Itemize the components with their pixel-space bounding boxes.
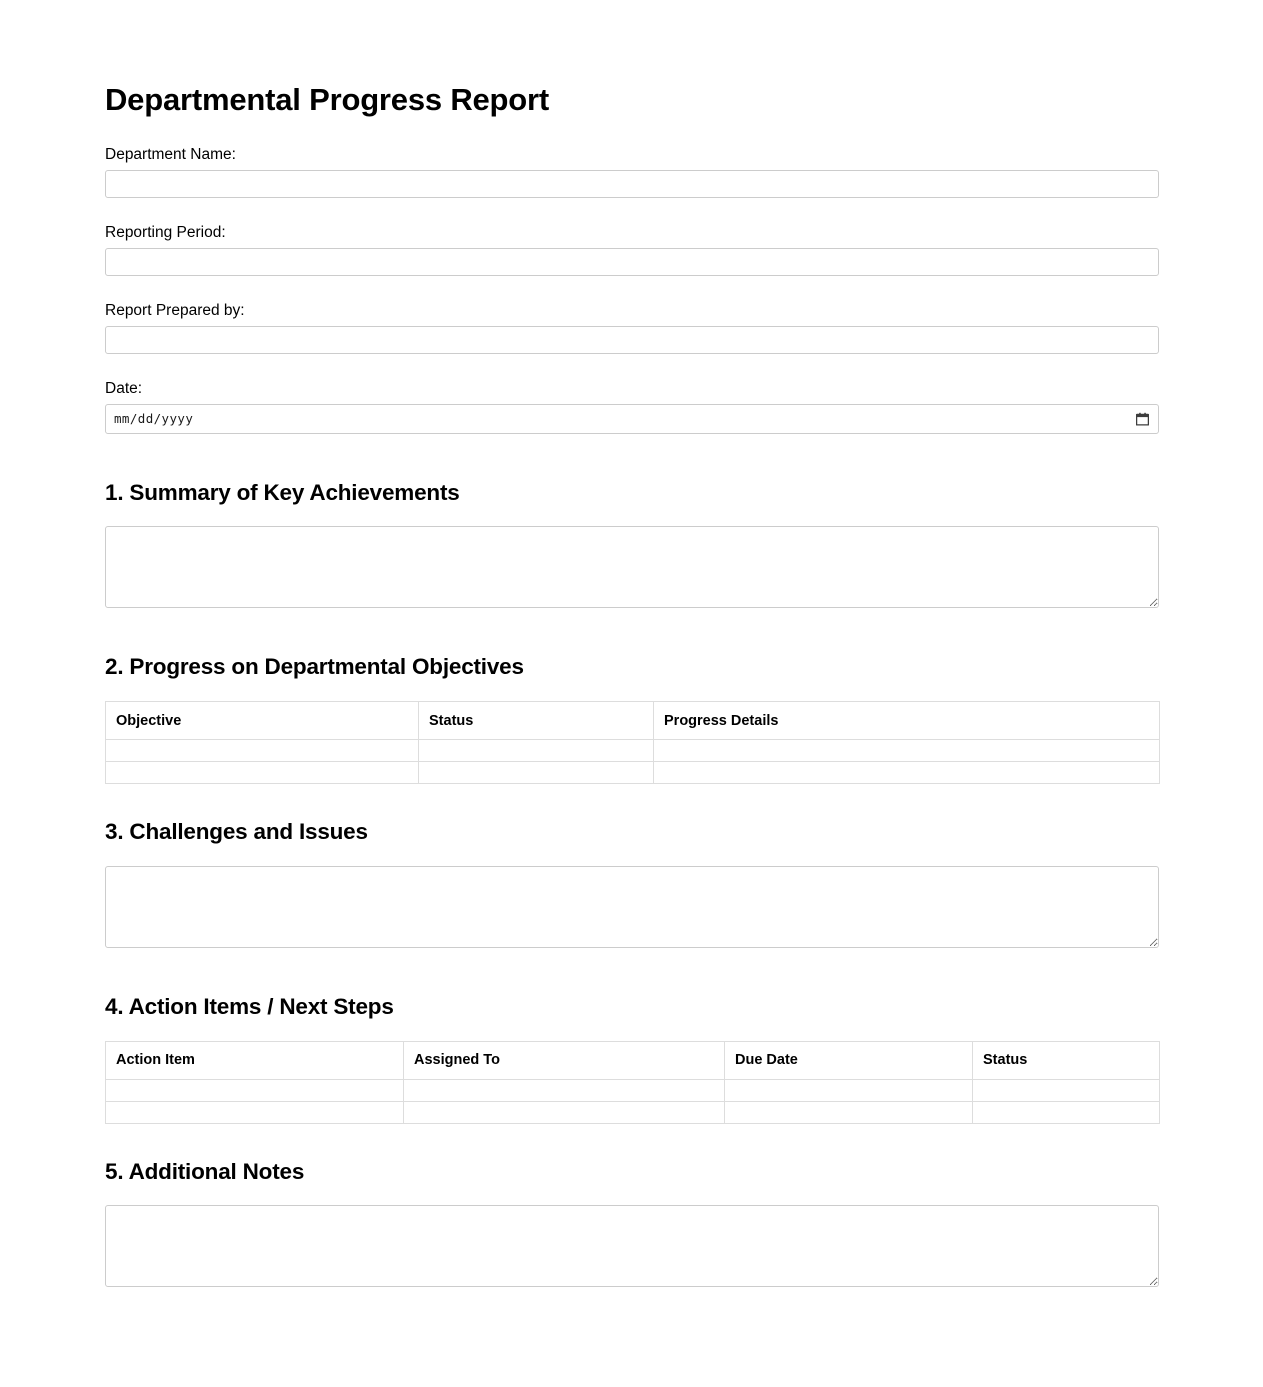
cell-status[interactable] [973, 1101, 1160, 1123]
column-header-action-item: Action Item [106, 1041, 404, 1079]
table-row[interactable] [106, 1101, 1160, 1123]
report-prepared-by-input[interactable] [105, 326, 1159, 354]
column-header-status: Status [973, 1041, 1160, 1079]
cell-progress-details[interactable] [654, 740, 1160, 762]
cell-action-item[interactable] [106, 1079, 404, 1101]
cell-status[interactable] [419, 740, 654, 762]
additional-notes-textarea[interactable] [105, 1205, 1159, 1287]
section-3-heading: 3. Challenges and Issues [105, 819, 368, 845]
cell-objective[interactable] [106, 762, 419, 784]
label-date: Date: [105, 379, 143, 397]
section-1-heading: 1. Summary of Key Achievements [105, 479, 460, 505]
table-row[interactable] [106, 762, 1160, 784]
section-progress-on-departmental-objectives [105, 655, 1158, 784]
date-placeholder: mm/dd/yyyy [114, 411, 194, 427]
department-name-input[interactable] [105, 170, 1159, 198]
section-challenges-and-issues [105, 820, 1158, 948]
column-header-assigned-to: Assigned To [404, 1041, 725, 1079]
action-items-table [105, 1041, 1160, 1124]
field-reporting-period [105, 224, 1158, 276]
cell-assigned-to[interactable] [404, 1079, 725, 1101]
table-row[interactable] [106, 740, 1160, 762]
table-header-row [106, 702, 1160, 740]
table-header-row [106, 1041, 1160, 1079]
field-department-name [105, 146, 1158, 198]
reporting-period-input[interactable] [105, 248, 1159, 276]
column-header-objective: Objective [106, 702, 419, 740]
section-2-heading: 2. Progress on Departmental Objectives [105, 654, 524, 680]
column-header-progress-details: Progress Details [654, 702, 1160, 740]
challenges-and-issues-textarea[interactable] [105, 866, 1159, 948]
section-summary-of-key-achievements [105, 481, 1158, 609]
spacer [105, 505, 1158, 526]
cell-status[interactable] [419, 762, 654, 784]
date-input-wrapper [105, 404, 1159, 434]
spacer [105, 1184, 1158, 1205]
table-row[interactable] [106, 1079, 1160, 1101]
cell-objective[interactable] [106, 740, 419, 762]
column-header-status: Status [419, 702, 654, 740]
section-action-items-next-steps [105, 995, 1158, 1124]
field-date [105, 380, 1158, 434]
field-report-prepared-by [105, 302, 1158, 354]
calendar-icon[interactable] [1136, 412, 1149, 425]
column-header-due-date: Due Date [725, 1041, 973, 1079]
cell-action-item[interactable] [106, 1101, 404, 1123]
spacer [105, 845, 1158, 866]
spacer [105, 680, 1158, 701]
cell-status[interactable] [973, 1079, 1160, 1101]
label-reporting-period: Reporting Period: [105, 223, 226, 241]
label-department-name: Department Name: [105, 145, 236, 163]
cell-due-date[interactable] [725, 1079, 973, 1101]
label-report-prepared-by: Report Prepared by: [105, 301, 245, 319]
section-additional-notes [105, 1160, 1158, 1288]
spacer [105, 1020, 1158, 1041]
summary-of-key-achievements-textarea[interactable] [105, 526, 1159, 608]
date-input[interactable] [105, 404, 1159, 434]
cell-assigned-to[interactable] [404, 1101, 725, 1123]
page-title: Departmental Progress Report [105, 82, 550, 117]
section-4-heading: 4. Action Items / Next Steps [105, 993, 394, 1019]
cell-progress-details[interactable] [654, 762, 1160, 784]
cell-due-date[interactable] [725, 1101, 973, 1123]
objectives-table [105, 701, 1160, 784]
section-5-heading: 5. Additional Notes [105, 1158, 305, 1184]
